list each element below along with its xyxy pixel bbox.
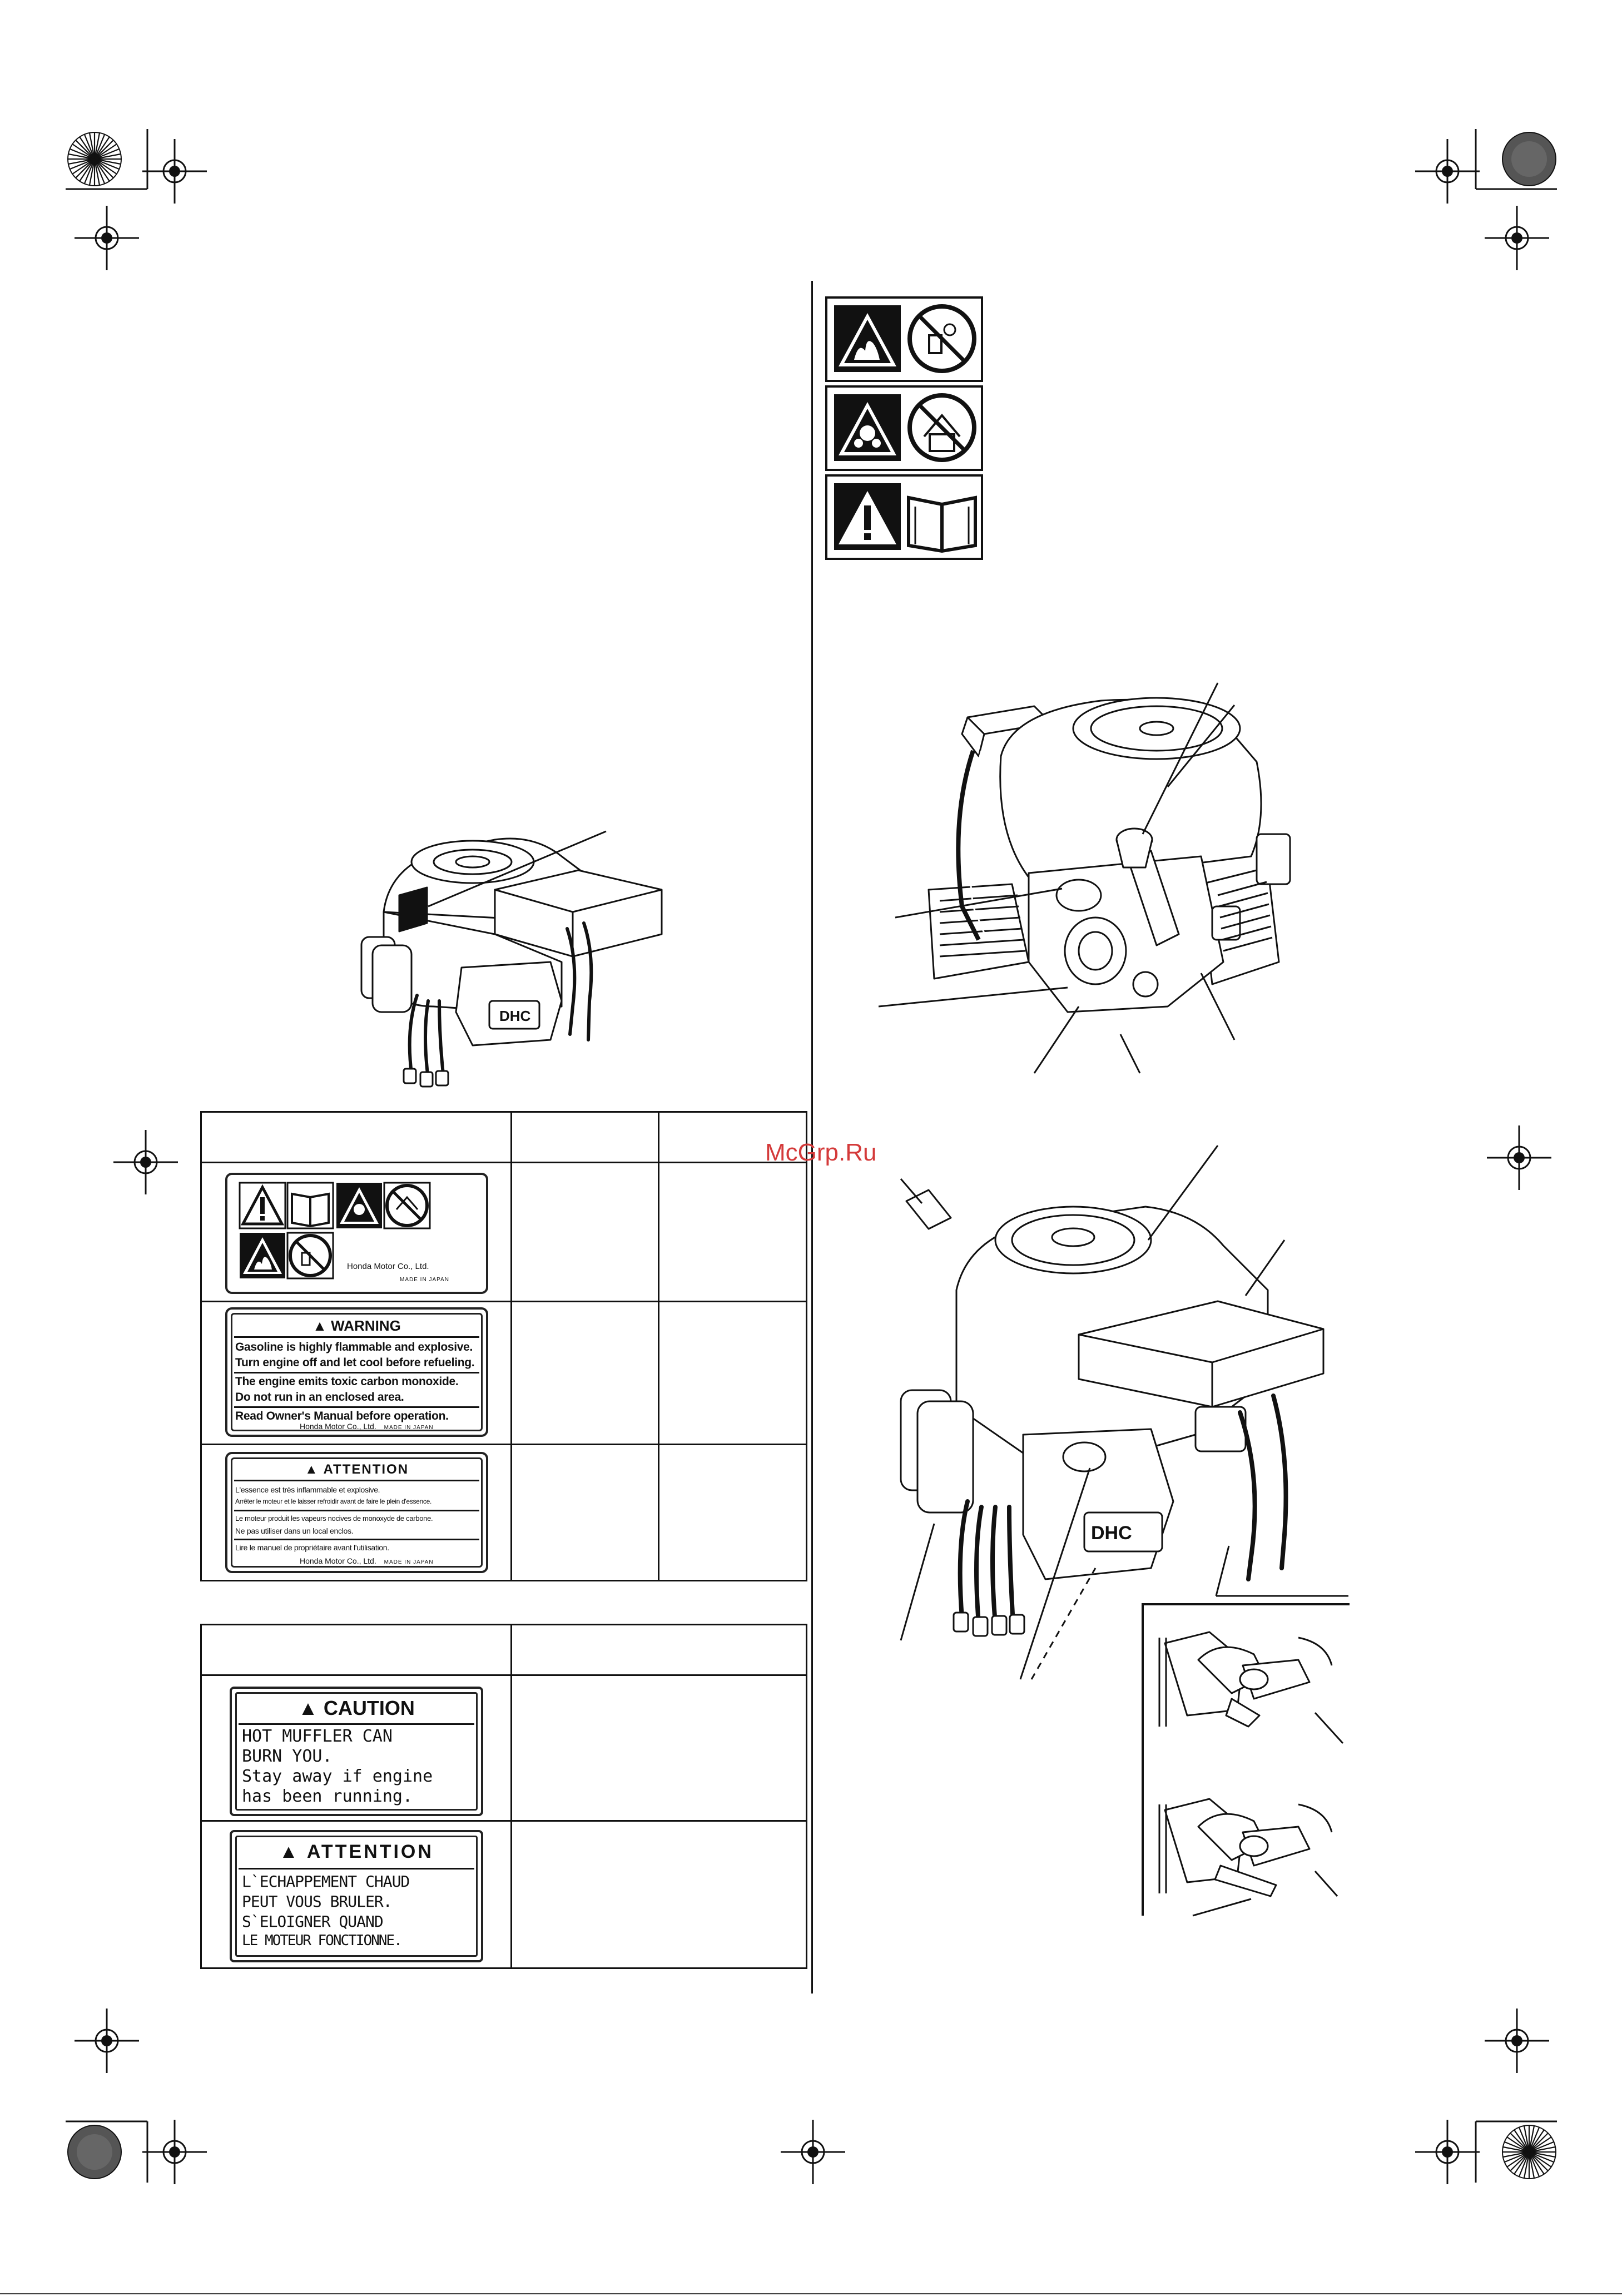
warning-label-maker: Honda Motor Co., Ltd. <box>300 1422 376 1431</box>
warning-triangle-icon <box>834 483 901 550</box>
caution-line-4: has been running. <box>242 1787 413 1806</box>
attention-label-made-in: MADE IN JAPAN <box>384 1559 434 1565</box>
muffler-attention-heading: ATTENTION <box>306 1841 434 1862</box>
engine-badge: DHC <box>499 1008 531 1024</box>
attention-line-4: Ne pas utiliser dans un local enclos. <box>235 1526 354 1535</box>
warning-triangle-icon <box>240 1183 285 1228</box>
no-fire-refuel-icon <box>910 306 974 371</box>
no-enclosed-area-icon <box>384 1183 430 1228</box>
symbol-label-maker: Honda Motor Co., Ltd. <box>347 1262 429 1271</box>
engine-label-location-illustration <box>350 817 695 1095</box>
attention-line-3: Le moteur produit les vapeurs nocives de monoxyde de carbone. <box>235 1514 433 1523</box>
manual-book-icon <box>287 1183 333 1228</box>
caution-line-1: HOT MUFFLER CAN <box>242 1727 393 1746</box>
warning-line-1: Gasoline is highly flammable and explosive. <box>235 1341 473 1353</box>
muffler-labels-table <box>200 1624 807 1969</box>
warning-triangle-icon: ▲ <box>304 1462 319 1477</box>
manual-book-icon <box>909 498 975 551</box>
toxic-gas-icon <box>834 394 901 461</box>
engine-badge: DHC <box>1091 1523 1132 1544</box>
muffler-caution-label <box>230 1687 483 1816</box>
no-fire-refuel-icon <box>287 1233 333 1278</box>
caution-line-3: Stay away if engine <box>242 1767 433 1786</box>
attention-line-5: Lire le manuel de propriétaire avant l'utilisation. <box>235 1543 389 1552</box>
warning-label <box>225 1307 488 1437</box>
fire-icon <box>240 1233 285 1278</box>
warning-triangle-icon: ▲ <box>279 1841 300 1862</box>
warning-triangle-icon: ▲ <box>313 1317 327 1334</box>
attention-label-heading: ATTENTION <box>323 1462 409 1477</box>
fire-icon <box>834 305 901 372</box>
engine-component-illustration-bottom <box>884 1145 1340 1679</box>
warning-line-5: Read Owner's Manual before operation. <box>235 1410 449 1422</box>
muffler-attention-line-4: LE MOTEUR FONCTIONNE. <box>242 1932 401 1949</box>
muffler-attention-line-3: S`ELOIGNER QUAND <box>242 1912 383 1931</box>
symbol-label <box>225 1173 488 1294</box>
attention-line-1: L'essence est très inflammable et explosive. <box>235 1485 380 1494</box>
no-enclosed-area-icon <box>910 395 974 460</box>
warning-triangle-icon: ▲ <box>298 1697 318 1719</box>
warning-line-4: Do not run in an enclosed area. <box>235 1391 404 1404</box>
throttle-detail-inset <box>1143 1604 1376 1916</box>
attention-line-2: Arrêter le moteur et le laisser refroidir avant de faire le plein d'essence. <box>235 1497 432 1505</box>
attention-label-maker: Honda Motor Co., Ltd. <box>300 1556 376 1565</box>
caution-line-2: BURN YOU. <box>242 1747 333 1766</box>
watermark: McGrp.Ru <box>765 1139 877 1166</box>
warning-label-heading: WARNING <box>331 1317 401 1334</box>
muffler-attention-line-2: PEUT VOUS BRULER. <box>242 1892 392 1911</box>
warning-line-2: Turn engine off and let cool before refueling. <box>235 1356 475 1369</box>
symbol-label-made-in: MADE IN JAPAN <box>400 1277 449 1283</box>
column-divider <box>811 281 813 1993</box>
toxic-gas-icon <box>336 1183 382 1228</box>
warning-label-made-in: MADE IN JAPAN <box>384 1425 434 1431</box>
safety-labels-table <box>200 1111 807 1581</box>
engine-component-illustration-top <box>867 673 1323 1073</box>
warning-line-3: The engine emits toxic carbon monoxide. <box>235 1375 459 1388</box>
caution-heading: CAUTION <box>323 1697 415 1719</box>
attention-label <box>225 1452 488 1573</box>
muffler-attention-label <box>230 1830 483 1962</box>
safety-symbol-stack <box>826 297 988 576</box>
muffler-attention-line-1: L`ECHAPPEMENT CHAUD <box>242 1872 410 1891</box>
